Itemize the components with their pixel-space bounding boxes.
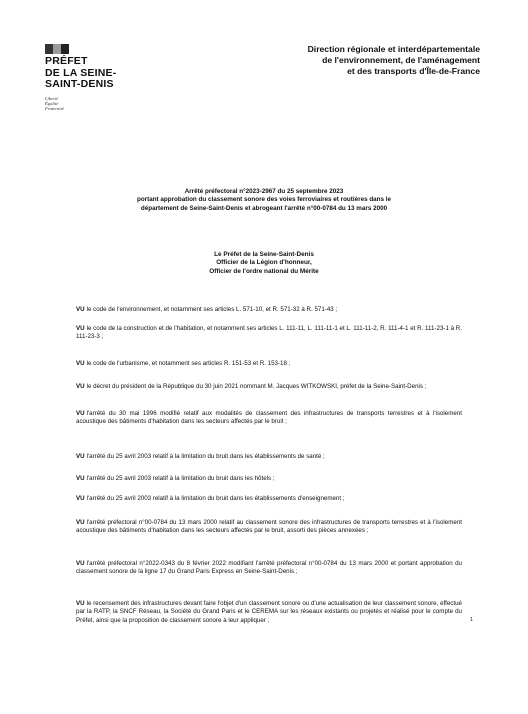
vu-keyword: VU xyxy=(76,519,85,526)
vu-paragraph xyxy=(76,325,462,342)
motto-line: Liberté xyxy=(45,95,59,101)
vu-text: le décret du président de la République du 30 juin 2021 nommant M. Jacques WITKOWSKI, préfet de la Seine-Saint-Denis ; xyxy=(86,383,427,390)
vu-keyword: VU xyxy=(76,325,85,332)
prefet-line: DE LA SEINE- xyxy=(45,66,117,79)
vu-keyword: VU xyxy=(76,306,85,313)
motto-line: Fraternité xyxy=(45,106,64,112)
republic-motto xyxy=(45,96,116,112)
vu-paragraph xyxy=(76,475,462,483)
vu-keyword: VU xyxy=(76,495,85,502)
title-line: Arrêté préfectoral n°2023-2967 du 25 septembre 2023 xyxy=(184,188,344,195)
direction-line: et des transports d'Île-de-France xyxy=(347,66,480,76)
vu-paragraph xyxy=(76,410,462,427)
title-line: portant approbation du classement sonore des voies ferroviaires et routières dans le xyxy=(136,196,392,204)
vu-paragraph xyxy=(76,383,462,391)
direction-line: Direction régionale et interdépartementale xyxy=(307,44,480,54)
vu-text: l'arrêté du 25 avril 2003 relatif à la limitation du bruit dans les hôtels ; xyxy=(86,475,275,482)
signatory-line: Le Préfet de la Seine-Saint-Denis xyxy=(214,251,314,258)
issuing-direction xyxy=(308,44,480,77)
vu-keyword: VU xyxy=(76,453,85,460)
vu-paragraph xyxy=(76,306,462,314)
signatory-line: Officier de l'ordre national du Mérite xyxy=(209,267,319,275)
vu-keyword: VU xyxy=(76,600,85,607)
page-number: 1 xyxy=(469,617,473,623)
vu-keyword: VU xyxy=(76,410,85,417)
vu-text: le code de l'urbanisme, et notamment ses articles R. 151-53 et R. 153-18 ; xyxy=(86,360,291,367)
vu-keyword: VU xyxy=(76,560,85,567)
prefecture-logo xyxy=(45,44,116,112)
vu-keyword: VU xyxy=(76,383,85,390)
vu-paragraph xyxy=(76,519,462,536)
marianne-flag-icon xyxy=(45,44,69,54)
vu-text: l'arrêté du 25 avril 2003 relatif à la limitation du bruit dans les établissements de santé ; xyxy=(86,453,325,460)
vu-paragraph xyxy=(76,453,462,461)
prefet-line: PRÉFET xyxy=(45,55,88,67)
vu-text: l'arrêté du 30 mai 1996 modifié relatif aux modalités de classement des infrastructures de transports terrestres et à l'isolement acoustique des bâtiments d'habitation dans les secteurs affectés par le bruit ; xyxy=(76,410,462,426)
vu-text: le recensement des infrastructures devant faire l'objet d'un classement sonore ou d'une actualisation de leur classement sonore, effectué par la RATP, la SNCF Réseau, la Société du Grand Paris et le CEREMA sur les réseaux existants ou projetés et réalisé pour le compte du Préfet, ainsi que la proposition de classement sonore à leur appliquer ; xyxy=(76,600,462,624)
vu-text: le code de la construction et de l'habitation, et notamment ses articles L. 111-11, L. 111-11-1 et L. 111-11-2, R. 111-4-1 et R. 111-23-1 à R. 111-23-3 ; xyxy=(76,325,462,341)
vu-paragraph xyxy=(76,560,462,577)
vu-text: l'arrêté préfectoral n°00-0784 du 13 mars 2000 relatif au classement sonore des infrastructures de transports terrestres et à l'isolement acoustique des bâtiments d'habitation dans les secteurs affectés par le bruit, assorti des pièces annexées ; xyxy=(76,519,462,535)
signatory-line: Officier de la Légion d'honneur, xyxy=(216,259,312,267)
prefet-line: SAINT-DENIS xyxy=(45,78,114,90)
motto-line: Égalité xyxy=(45,100,59,106)
vu-paragraph xyxy=(76,360,462,368)
vu-text: le code de l'environnement, et notamment ses articles L. 571-10, et R. 571-32 à R. 571-43 ; xyxy=(86,306,338,313)
title-line: département de Seine-Saint-Denis et abrogeant l'arrêté n°00-0784 du 13 mars 2000 xyxy=(140,204,388,212)
signatory-block xyxy=(60,251,468,276)
decree-title xyxy=(60,188,468,213)
vu-keyword: VU xyxy=(76,360,85,367)
vu-text: l'arrêté préfectoral n°2022-0343 du 8 février 2022 modifiant l'arrêté préfectoral n°00-0784 du 13 mars 2000 et portant approbation du classement sonore de la ligne 17 du Grand Paris Express en Seine-Saint-Denis ; xyxy=(76,560,462,576)
vu-paragraph xyxy=(76,600,462,625)
direction-line: de l'environnement, de l'aménagement xyxy=(322,55,480,65)
vu-paragraph xyxy=(76,495,462,503)
vu-keyword: VU xyxy=(76,475,85,482)
vu-text: l'arrêté du 25 avril 2003 relatif à la limitation du bruit dans les établissements d'enseignement ; xyxy=(86,495,345,502)
